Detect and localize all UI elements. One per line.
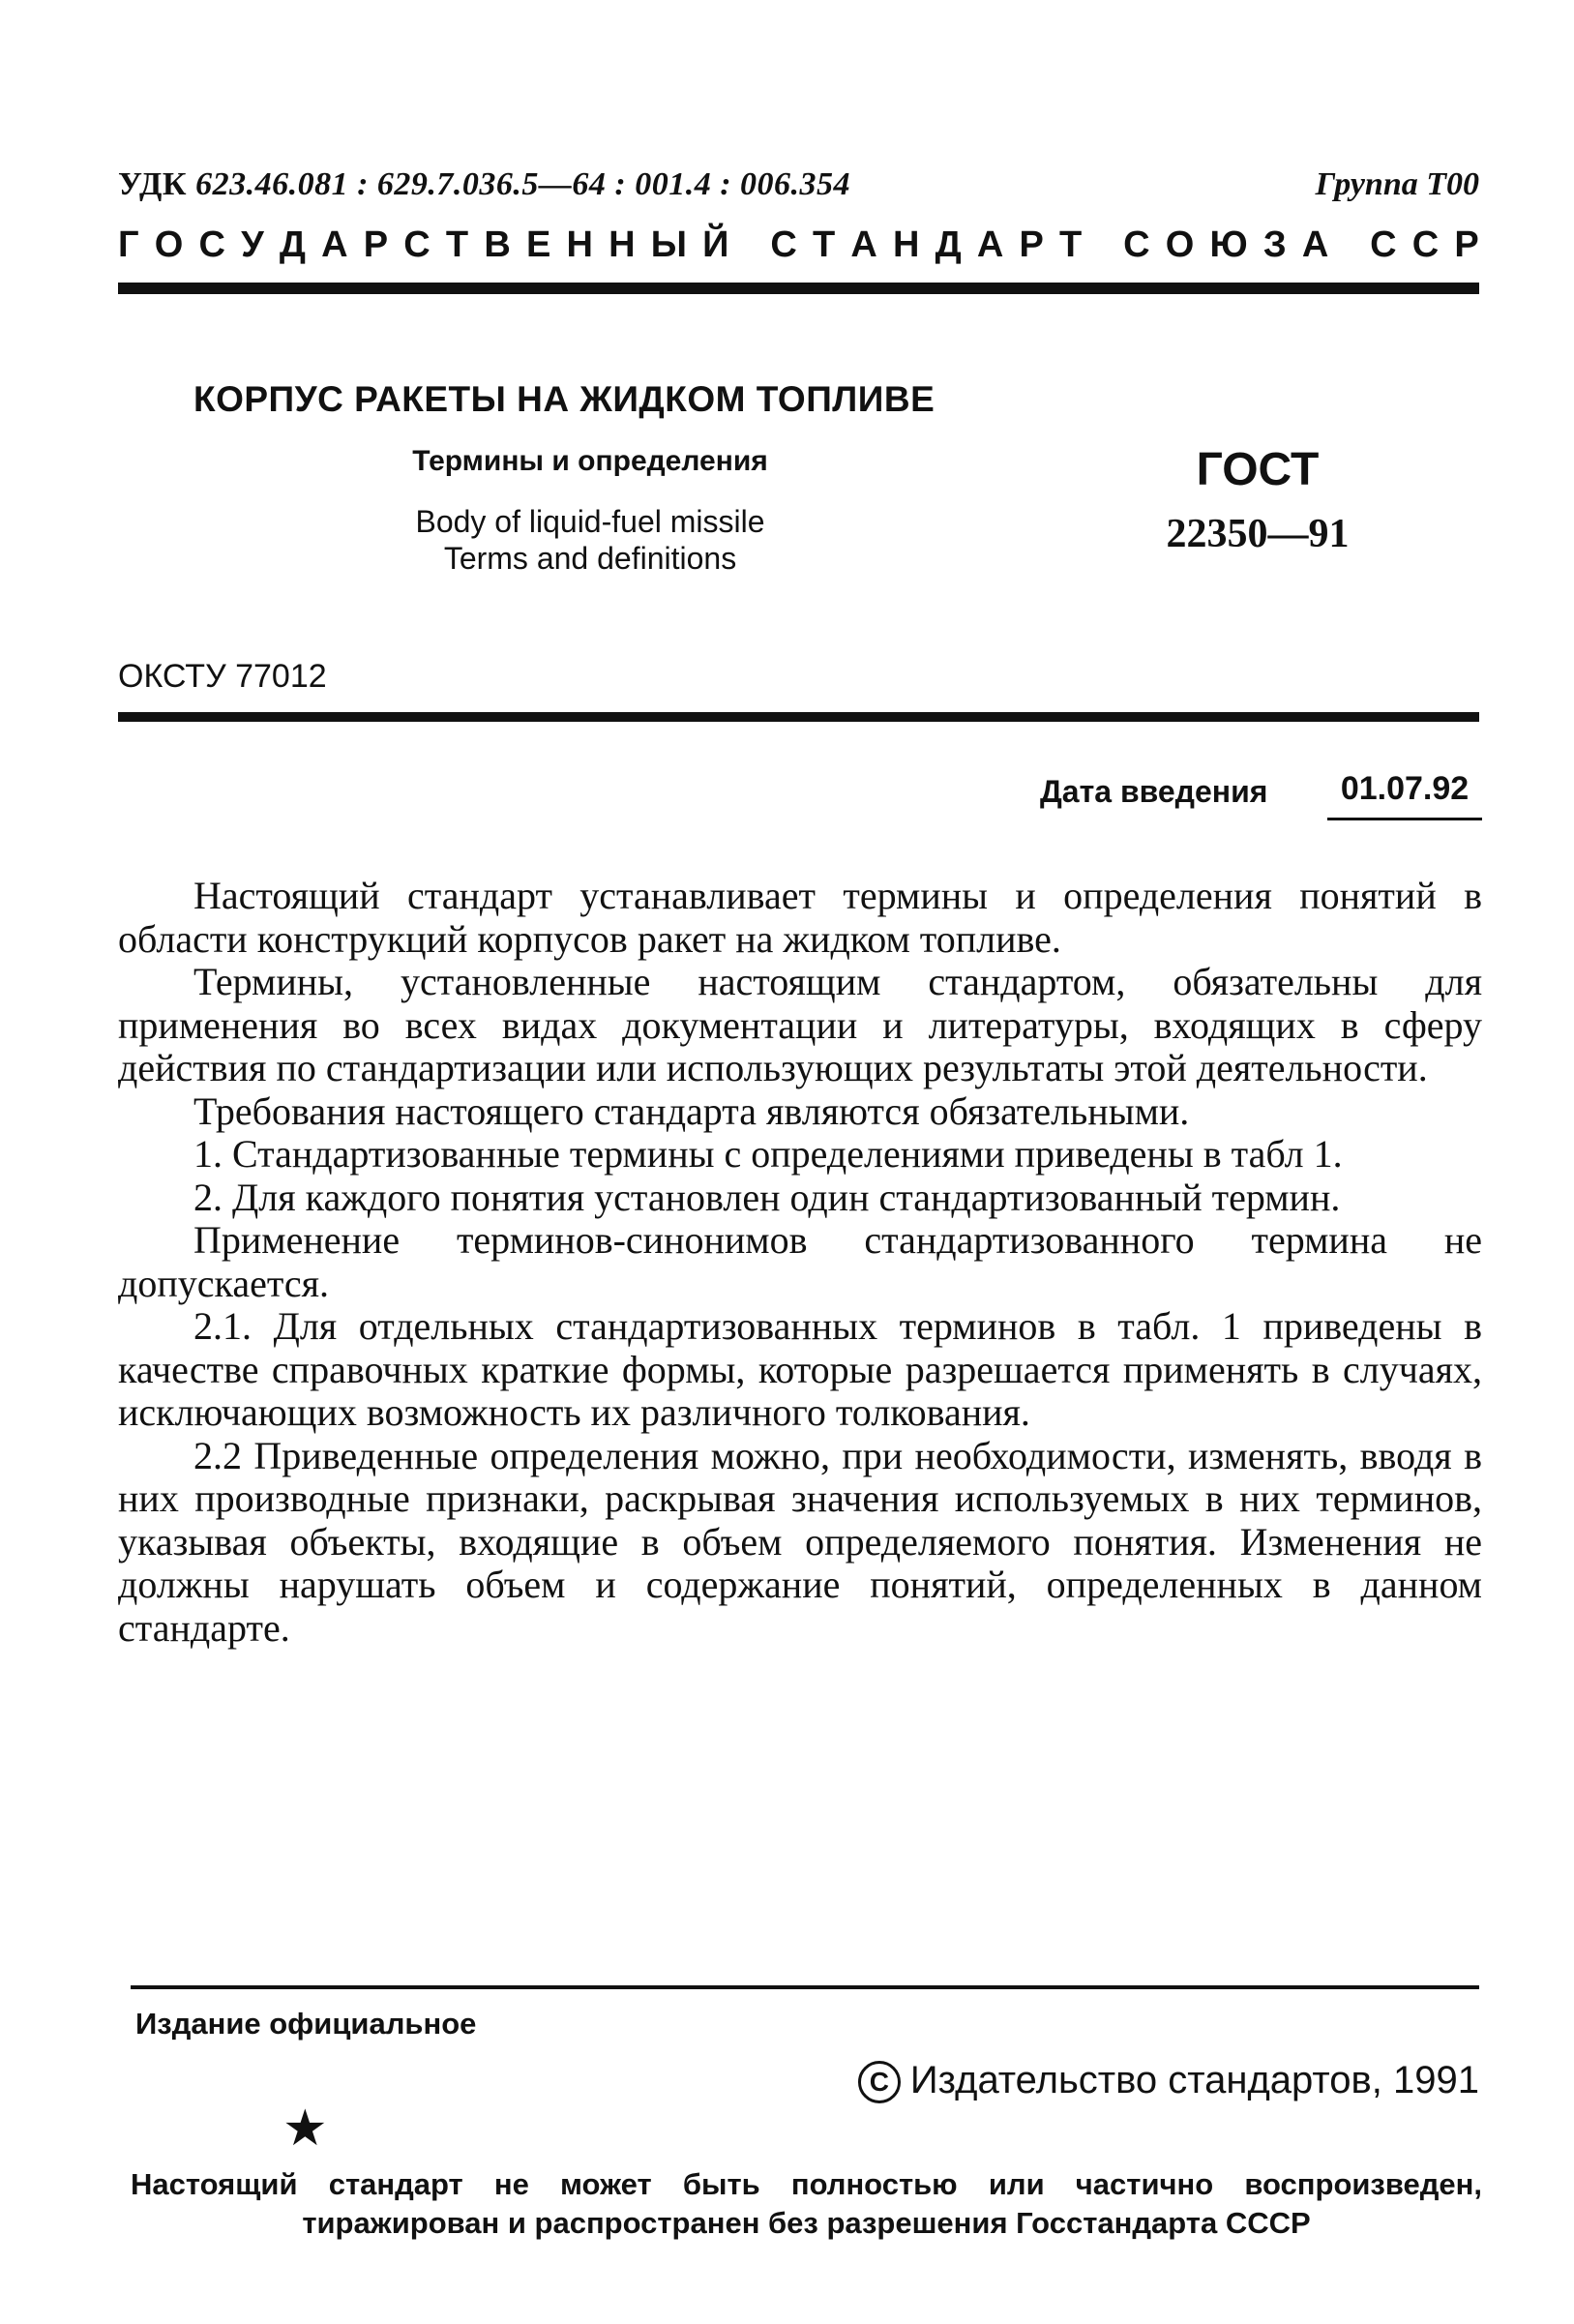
star-icon: ★	[282, 2101, 328, 2157]
footer-rule	[131, 1985, 1479, 1989]
heading-letter: Н	[566, 224, 593, 265]
heading-letter: Ю	[1209, 224, 1248, 265]
heading-letter: Й	[702, 224, 729, 265]
body-text	[118, 875, 1482, 1650]
heading-letter: Г	[118, 224, 139, 265]
heading-letter: Р	[1454, 224, 1479, 265]
paragraph: Применение терминов-синонимов стандартизованного термина не допускается.	[118, 1218, 1482, 1305]
state-standard-heading	[118, 224, 1479, 266]
heading-letter: С	[770, 224, 797, 265]
heading-letter: Н	[609, 224, 636, 265]
udk-codes: 623.46.081 : 629.7.036.5—64 : 001.4 : 006.354	[195, 166, 851, 202]
heading-letter: З	[1262, 224, 1287, 265]
date-value: 01.07.92	[1327, 770, 1482, 820]
heading-letter	[745, 224, 756, 266]
heading-letter: Т	[812, 224, 836, 265]
udk-line	[118, 166, 850, 203]
heading-letter: О	[1165, 224, 1195, 265]
paragraph: Требования настоящего стандарта являются обязательными.	[193, 1088, 1190, 1133]
heading-letter: У	[241, 224, 264, 265]
english-title-line2: Terms and definitions	[443, 541, 737, 576]
title-rule	[118, 712, 1479, 722]
group-code: Группа Т00	[1315, 166, 1479, 202]
heading-letter: Т	[1058, 224, 1083, 265]
heading-letter: А	[1301, 224, 1329, 265]
edition-label: Издание официальное	[135, 2007, 477, 2041]
document-subtitle: Термины и определения	[412, 445, 768, 477]
heading-letter: С	[1123, 224, 1150, 265]
paragraph: 2. Для каждого понятия установлен один стандартизованный термин.	[193, 1175, 1341, 1219]
heading-letter: Д	[935, 224, 962, 265]
heading-letter: Т	[445, 224, 469, 265]
paragraph: 1. Стандартизованные термины с определениями приведены в табл 1.	[193, 1132, 1343, 1176]
heading-letter: В	[484, 224, 511, 265]
gost-number: 22350—91	[1166, 512, 1350, 556]
paragraph: 2.2 Приведенные определения можно, при необходимости, изменять, вводя в них производные признаки, раскрывая значения используемых в них терминов, указывая объекты, входящие в объем определяемого понятия. Изменения не должны нарушать объем и содержание понятий, определенных в данном стандарте.	[118, 1433, 1482, 1650]
document-title: КОРПУС РАКЕТЫ НА ЖИДКОМ ТОПЛИВЕ	[193, 379, 935, 419]
udk-label: УДК	[118, 166, 188, 202]
heading-letter: С	[1411, 224, 1440, 265]
notice-line-1: Настоящий стандарт не может быть полностью или частично воспроизведен,	[131, 2167, 1482, 2201]
heading-letter	[1097, 224, 1108, 266]
notice-line-2: тиражирован и распространен без разрешения Госстандарта СССР	[302, 2206, 1311, 2240]
heading-letter: Р	[1019, 224, 1044, 265]
heading-letter: Д	[279, 224, 306, 265]
header-rule	[118, 283, 1479, 294]
heading-letter: Н	[892, 224, 920, 265]
gost-label: ГОСТ	[1196, 444, 1320, 495]
heading-letter: О	[154, 224, 184, 265]
copyright	[858, 2059, 1479, 2103]
heading-letter: А	[976, 224, 1004, 265]
copyright-icon: С	[858, 2061, 901, 2103]
reproduction-notice	[131, 2165, 1482, 2243]
date-label: Дата введения	[1040, 774, 1268, 809]
heading-letter: Е	[525, 224, 551, 265]
heading-letter: А	[850, 224, 877, 265]
paragraph: Настоящий стандарт устанавливает термины и определения понятий в области конструкций корпусов ракет на жидком топливе.	[118, 874, 1482, 961]
paragraph: 2.1. Для отдельных стандартизованных терминов в табл. 1 приведены в качестве справочных краткие формы, которые разрешается применять в случаях, исключающих возможность их различного толкования.	[118, 1304, 1482, 1434]
oksty-code: ОКСТУ 77012	[118, 658, 327, 695]
heading-letter: А	[321, 224, 348, 265]
heading-letter: С	[198, 224, 225, 265]
heading-letter: С	[1370, 224, 1397, 265]
heading-letter	[1344, 224, 1354, 266]
heading-letter: Ы	[650, 224, 687, 265]
heading-letter: С	[403, 224, 431, 265]
heading-letter: Р	[363, 224, 389, 265]
copyright-text: Издательство стандартов, 1991	[909, 2059, 1479, 2101]
english-title	[348, 503, 832, 577]
paragraph: Термины, установленные настоящим стандартом, обязательны для применения во всех видах документации и литературы, входящих в сферу действия по стандартизации или использующих результаты этой деятельности.	[118, 960, 1482, 1089]
english-title-line1: Body of liquid-fuel missile	[415, 504, 765, 539]
